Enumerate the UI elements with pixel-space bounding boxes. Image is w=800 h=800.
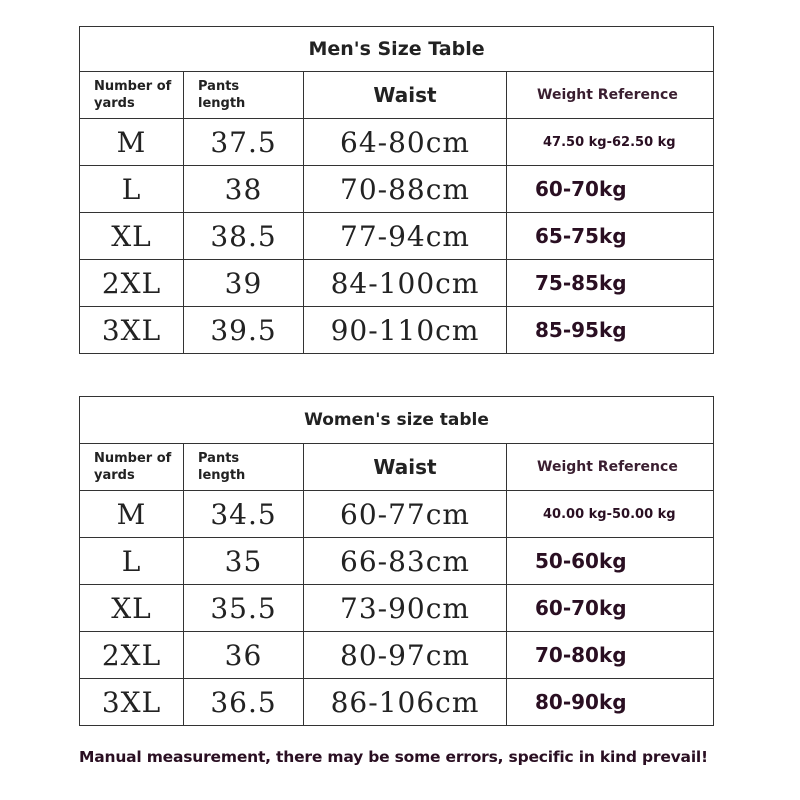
men-size-table [79, 26, 714, 354]
pants-length-cell: 35.5 [184, 585, 304, 632]
waist-cell: 70-88cm [304, 166, 507, 213]
table-row [80, 679, 714, 726]
size-cell: L [80, 538, 184, 585]
weight-cell: 40.00 kg-50.00 kg [507, 491, 714, 538]
column-header-pants-line1: Pants [198, 451, 240, 466]
column-header-waist: Waist [304, 72, 507, 119]
waist-cell: 60-77cm [304, 491, 507, 538]
table-row [80, 632, 714, 679]
pants-length-cell: 38.5 [184, 213, 304, 260]
table-row [80, 307, 714, 354]
footer-disclaimer: Manual measurement, there may be some errors, specific in kind prevail! [79, 748, 708, 766]
weight-cell: 70-80kg [507, 632, 714, 679]
waist-cell: 64-80cm [304, 119, 507, 166]
column-header-pants [184, 444, 304, 491]
column-header-size [80, 444, 184, 491]
column-header-pants-line1: Pants [198, 79, 240, 94]
column-header-size [80, 72, 184, 119]
column-header-size-line1: Number of [94, 451, 172, 466]
weight-cell: 47.50 kg-62.50 kg [507, 119, 714, 166]
men-table-title: Men's Size Table [80, 27, 714, 72]
weight-cell: 60-70kg [507, 166, 714, 213]
women-size-table [79, 396, 714, 726]
size-cell: XL [80, 213, 184, 260]
pants-length-cell: 35 [184, 538, 304, 585]
men-title-row [80, 27, 714, 72]
weight-cell: 80-90kg [507, 679, 714, 726]
table-row [80, 166, 714, 213]
weight-cell: 65-75kg [507, 213, 714, 260]
pants-length-cell: 34.5 [184, 491, 304, 538]
waist-cell: 66-83cm [304, 538, 507, 585]
column-header-pants [184, 72, 304, 119]
waist-cell: 84-100cm [304, 260, 507, 307]
waist-cell: 73-90cm [304, 585, 507, 632]
table-row [80, 213, 714, 260]
women-table-title: Women's size table [80, 397, 714, 444]
pants-length-cell: 39.5 [184, 307, 304, 354]
column-header-pants-line2: length [198, 468, 246, 483]
column-header-weight: Weight Reference [507, 444, 714, 491]
pants-length-cell: 36.5 [184, 679, 304, 726]
weight-cell: 50-60kg [507, 538, 714, 585]
waist-cell: 86-106cm [304, 679, 507, 726]
column-header-weight: Weight Reference [507, 72, 714, 119]
size-cell: 3XL [80, 307, 184, 354]
waist-cell: 90-110cm [304, 307, 507, 354]
table-row [80, 585, 714, 632]
weight-cell: 75-85kg [507, 260, 714, 307]
column-header-size-line2: yards [94, 96, 135, 111]
size-cell: L [80, 166, 184, 213]
women-title-row [80, 397, 714, 444]
column-header-pants-line2: length [198, 96, 246, 111]
size-cell: 3XL [80, 679, 184, 726]
column-header-waist: Waist [304, 444, 507, 491]
weight-cell: 85-95kg [507, 307, 714, 354]
weight-cell: 60-70kg [507, 585, 714, 632]
column-header-size-line1: Number of [94, 79, 172, 94]
waist-cell: 77-94cm [304, 213, 507, 260]
table-row [80, 260, 714, 307]
pants-length-cell: 36 [184, 632, 304, 679]
women-header-row [80, 444, 714, 491]
size-cell: M [80, 119, 184, 166]
size-cell: M [80, 491, 184, 538]
size-cell: 2XL [80, 260, 184, 307]
size-cell: XL [80, 585, 184, 632]
column-header-size-line2: yards [94, 468, 135, 483]
men-header-row [80, 72, 714, 119]
pants-length-cell: 38 [184, 166, 304, 213]
table-row [80, 538, 714, 585]
pants-length-cell: 37.5 [184, 119, 304, 166]
size-cell: 2XL [80, 632, 184, 679]
waist-cell: 80-97cm [304, 632, 507, 679]
pants-length-cell: 39 [184, 260, 304, 307]
table-row [80, 119, 714, 166]
table-row [80, 491, 714, 538]
